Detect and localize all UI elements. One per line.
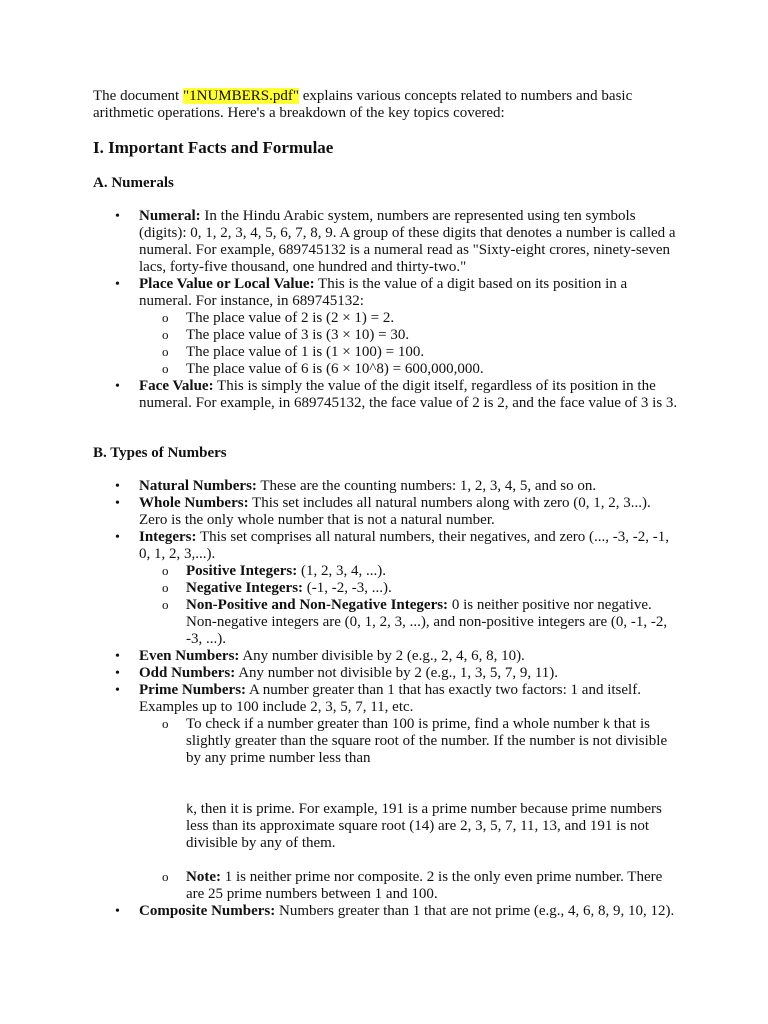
term-label: Place Value or Local Value: — [139, 276, 315, 292]
list-item — [139, 495, 679, 529]
item-text: This is simply the value of the digit itself, regardless of its position in the numeral. For example, in 689745132, the face value of 2 is 2, and the face value of 3 is 3. — [139, 378, 678, 411]
item-text: Any number not divisible by 2 (e.g., 1, 3, 5, 7, 9, 11). — [235, 665, 559, 681]
sub-list-item — [186, 597, 679, 648]
item-text: (1, 2, 3, 4, ...). — [297, 563, 386, 579]
item-text: 0 is neither positive nor negative. Non-negative integers are (0, 1, 2, 3, ...), and non-positive integers are (0, -1, -2, -3, ...). — [186, 597, 668, 647]
list-item — [139, 378, 679, 412]
intro-text: The document — [93, 88, 183, 104]
term-label: Negative Integers: — [186, 580, 304, 596]
variable-k: k — [602, 717, 610, 731]
list-item — [139, 665, 679, 682]
intro-paragraph — [93, 88, 693, 122]
sub-list-item — [186, 716, 679, 869]
types-of-numbers-list — [139, 478, 679, 920]
variable-k: k — [186, 802, 194, 816]
blank-line — [186, 852, 679, 869]
sub-list-item: o The place value of 3 is (3 × 10) = 30. — [186, 327, 679, 344]
term-label: Prime Numbers: — [139, 682, 247, 698]
integers-sublist — [139, 563, 679, 648]
item-text: 1 is neither prime nor composite. 2 is the only even prime number. There are 25 prime numbers between 1 and 100. — [186, 869, 663, 902]
list-item — [139, 529, 679, 648]
term-label: Composite Numbers: — [139, 903, 276, 919]
item-text: A number greater than 1 that has exactly two factors: 1 and itself. Examples up to 100 include 2, 3, 5, 7, 11, etc. — [139, 682, 641, 715]
item-text: This set includes all natural numbers along with zero (0, 1, 2, 3...). Zero is the only whole number that is not a natural number. — [139, 495, 651, 528]
term-label: Natural Numbers: — [139, 478, 257, 494]
term-label: Odd Numbers: — [139, 665, 236, 681]
term-label: Integers: — [139, 529, 197, 545]
term-label: Face Value: — [139, 378, 214, 394]
sub-list-item — [186, 869, 679, 903]
section-b-heading: B. Types of Numbers — [93, 445, 227, 461]
list-item — [139, 648, 679, 665]
item-text: that is slightly greater than the square root of the number. If the number is not divisible by any prime number less than — [186, 716, 668, 766]
intro-text-rest: explains various concepts related to numbers and basic arithmetic operations. Here's a breakdown of the key topics covered: — [93, 88, 633, 121]
list-item — [139, 903, 679, 920]
term-label: Non-Positive and Non-Negative Integers: — [186, 597, 449, 613]
item-text: (-1, -2, -3, ...). — [303, 580, 392, 596]
main-heading: I. Important Facts and Formulae — [93, 138, 334, 157]
blank-line — [186, 767, 679, 784]
term-label: Note: — [186, 869, 221, 885]
place-value-sublist — [139, 310, 679, 378]
list-item — [139, 276, 679, 378]
term-label: Even Numbers: — [139, 648, 240, 664]
term-label: Numeral: — [139, 208, 201, 224]
term-label: Positive Integers: — [186, 563, 298, 579]
prime-sublist — [139, 716, 679, 903]
highlighted-filename: "1NUMBERS.pdf" — [182, 88, 299, 104]
blank-line — [186, 784, 679, 801]
sub-list-item: o The place value of 1 is (1 × 100) = 100. — [186, 344, 679, 361]
sub-list-item — [186, 580, 679, 597]
item-text: Any number divisible by 2 (e.g., 2, 4, 6, 8, 10). — [239, 648, 525, 664]
item-text: This is the value of a digit based on its position in a numeral. For instance, in 689745132: — [139, 276, 628, 309]
item-text: , then it is prime. For example, 191 is a prime number because prime numbers less than its approximate square root (14) are 2, 3, 5, 7, 11, 13, and 191 is not divisible by any of them. — [186, 801, 662, 851]
item-text: These are the counting numbers: 1, 2, 3, 4, 5, and so on. — [256, 478, 597, 494]
item-text: In the Hindu Arabic system, numbers are represented using ten symbols (digits): 0, 1, 2, 3, 4, 5, 6, 7, 8, 9. A group of these digits that denotes a number is called a numeral. For example, 689745132 is a numeral read as "Sixty-eight crores, ninety-seven lacs, forty-five thousand, one hundred and thirty-two." — [139, 208, 676, 275]
numerals-list — [139, 208, 679, 412]
list-item — [139, 682, 679, 903]
list-item — [139, 478, 679, 495]
list-item — [139, 208, 679, 276]
item-text: Numbers greater than 1 that are not prime (e.g., 4, 6, 8, 9, 10, 12). — [275, 903, 675, 919]
item-text: To check if a number greater than 100 is prime, find a whole number — [186, 716, 603, 732]
item-text: This set comprises all natural numbers, their negatives, and zero (..., -3, -2, -1, 0, 1, 2, 3,...). — [139, 529, 669, 562]
term-label: Whole Numbers: — [139, 495, 249, 511]
sub-list-item — [186, 563, 679, 580]
sub-list-item: o The place value of 6 is (6 × 10^8) = 600,000,000. — [186, 361, 679, 378]
section-a-heading: A. Numerals — [93, 175, 174, 191]
sub-list-item: o The place value of 2 is (2 × 1) = 2. — [186, 310, 679, 327]
